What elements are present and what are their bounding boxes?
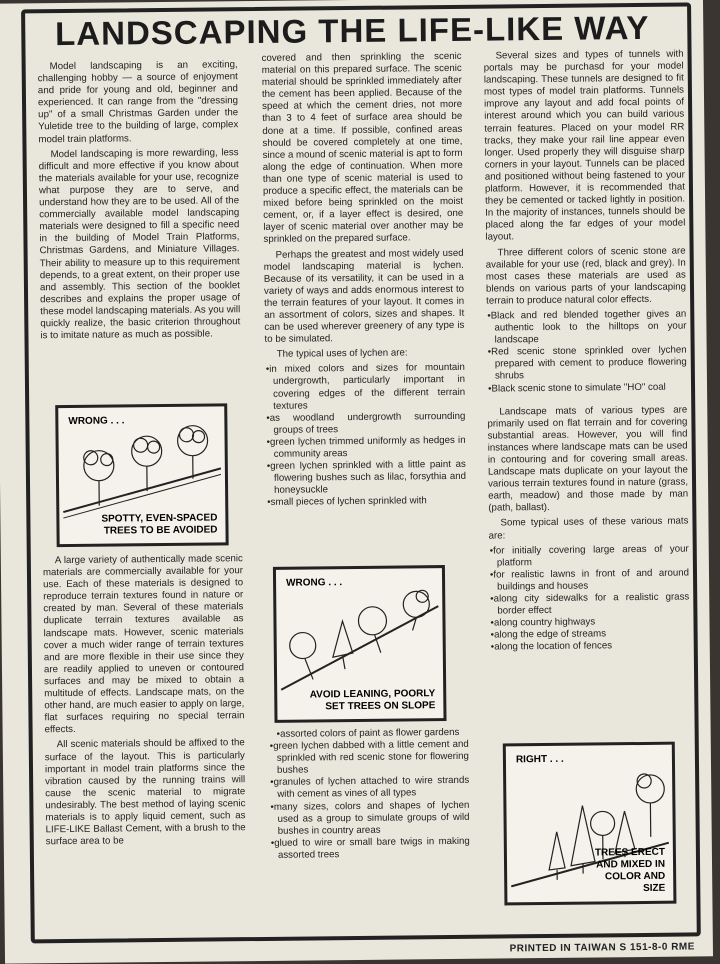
illustration-tag: RIGHT . . . — [516, 754, 564, 765]
list-item: • green lychen trimmed uniformly as hedges in community areas — [266, 435, 466, 461]
list-item: • along city sidewalks for a realistic grass border effect — [489, 592, 689, 618]
column-1 — [38, 59, 241, 345]
paragraph: Three different colors of scenic stone are available for your use (red, black and grey). In most cases these materials are used as blends on various parts of your landscaping terrain to produce natural color effects. — [486, 245, 687, 308]
print-footer: PRINTED IN TAIWAN S 151-8-0 RME — [510, 941, 695, 954]
paragraph: Several sizes and types of tunnels with portals may be purchasd for your model landscaping. These tunnels are designed to fit most types of model train platforms. Tunnels improve any layout and add focal points of interest around which you can build various terrain features. Placed on your model RR tracks, they make your rail line appear even longer. Used properly they will disguise sharp corners in your layout. Tunnels can be placed and positioned without being fastened to your platform. However, it is recommended that they be cemented or tacked lightly in position. In the majority of instances, tunnels should be placed along the far edges of your model layout. — [484, 49, 686, 245]
illustration-wrong-leaning — [273, 565, 447, 723]
paragraph: Model landscaping is more rewarding, less difficult and more effective if you know about the materials available for your use, recognize what purpose they are to serve, and understand how they are to be used. All of the commercially available model landscaping materials were designed to fill a specific need in the building of Model Train Platforms, Christmas Gardens, and Miniature Villages. Their ability to measure up to this requirement depends, to a great extent, on their proper use and assembly. This section of the booklet describes and explains the proper usage of these model landscaping materials. As you will quickly realize, the basic criterion throughout is to imitate nature as much as possible. — [39, 147, 241, 343]
mat-uses-list — [489, 543, 690, 654]
column-2 — [262, 51, 467, 513]
lychen-uses-list-continued — [269, 727, 470, 862]
list-item: • along the location of fences — [490, 640, 690, 654]
illustration-caption: TREES ERECT AND MIXED IN COLOR AND SIZE — [595, 847, 665, 896]
list-item: • green lychen sprinkled with a little paint as flowering bushes such as lilac, forsythia and honeysuckle — [266, 459, 466, 497]
scenic-stone-list — [486, 308, 687, 395]
list-item: • glued to wire or small bare twigs in making assorted trees — [270, 836, 470, 862]
list-item: • green lychen dabbed with a little cement and sprinkled with red scenic stone for flowering bushes — [269, 739, 469, 777]
page-title: LANDSCAPING THE LIFE-LIKE WAY — [25, 9, 679, 54]
list-item: • Black scenic stone to simulate "HO" coal — [487, 381, 687, 395]
illustration-right-mixed — [503, 742, 677, 906]
paragraph: Some typical uses of these various mats are: — [488, 516, 688, 542]
list-item: • Black and red blended together gives an authentic look to the hilltops on your landscape — [486, 308, 686, 346]
paragraph: All scenic materials should be affixed to the surface of the layout. This is particularly important in model train platforms since the vibration caused by the running trains will cause the scenic material to migrate undesirably. The best method of laying scenic materials is to apply liquid cement, such as LIFE-LIKE Ballast Cement, with a brush to the surface area to be — [45, 738, 246, 849]
list-item: • for initially covering large areas of your platform — [489, 543, 689, 569]
column-1-continued — [43, 553, 246, 851]
lychen-uses-list — [265, 362, 467, 509]
list-item: • small pieces of lychen sprinkled with — [266, 495, 466, 509]
illustration-tag: WRONG . . . — [68, 415, 124, 427]
paragraph: Perhaps the greatest and most widely used model landscaping material is lychen. Because of its versatility, it can be used in a variety of ways and adds enormous interest to the terrain features of your layout. It comes in an assortment of colors, sizes and shapes. It can be used wherever greenery of any type is to be simulated. — [264, 247, 465, 346]
column-2-continued — [269, 727, 470, 865]
column-3 — [484, 49, 690, 658]
paragraph: A large variety of authentically made scenic materials are commercially available for your use. Each of these materials is designed to reproduce terrain textures found in nature or created by man. Several of these materials duplicate terrain textures available as landscape mats. However, scenic materials cover a much wider range of terrain textures and are more flexible in their use since they are readily applied to uneven or contoured surfaces and may be mixed to obtain a multitude of effects. Landscape mats, on the other hand, are much easier to apply on large, flat surfaces requiring no special terrain effects. — [43, 553, 245, 736]
illustration-caption: SPOTTY, EVEN-SPACED TREES TO BE AVOIDED — [77, 512, 217, 537]
list-item: • along the edge of streams — [490, 628, 690, 642]
list-item: • in mixed colors and sizes for mountain undergrowth, particularly important in covering edges of the different terrain textures — [265, 362, 465, 412]
list-item: • along country highways — [489, 616, 689, 630]
list-item: • as woodland undergrowth surrounding groups of trees — [265, 411, 465, 437]
list-item: • for realistic lawns in front of and around buildings and houses — [489, 567, 689, 593]
list-item: • granules of lychen attached to wire strands with cement as vines of all types — [269, 775, 469, 801]
list-item: • many sizes, colors and shapes of lychen used as a group to simulate groups of wild bushes in country areas — [269, 799, 469, 837]
illustration-wrong-spotty — [55, 403, 228, 547]
paragraph: Landscape mats of various types are primarily used on flat terrain and for covering substantial areas. However, you will find instances where landscape mats can be used in contouring and for covering small areas. Landscape mats duplicate on your layout the various terrain textures found in nature (grass, earth, meadow) and those made by man (path, ballast). — [487, 404, 688, 515]
paragraph: Model landscaping is an exciting, challenging hobby — a source of enjoyment and pride for young and old, beginner and experienced. It can range from the "dressing up" of a small Christmas Garden under the Yuletide tree to the building of large, complex model train platforms. — [38, 59, 239, 146]
paragraph: covered and then sprinkling the scenic material on this prepared surface. The scenic material should be sprinkled immediately after the cement has been applied. Because of the speed at which the cement dries, not more than 3 to 4 feet of surface area should be done at a time. If possible, confined areas should be covered completely at one time, since a mound of scenic material is apt to form along the edge of continuation. When more than one type of scenic material is used to produce a specific effect, the materials can be mixed before being sprinkled on the moist cement, or, if a layer effect is desired, one layer of scenic material over another may be sprinkled on the prepared surface. — [262, 51, 464, 247]
illustration-tag: WRONG . . . — [286, 577, 342, 589]
list-item: • assorted colors of paint as flower gardens — [269, 727, 469, 741]
paragraph: The typical uses of lychen are: — [265, 347, 465, 361]
list-item: • Red scenic stone sprinkled over lychen prepared with cement to produce flowering shrubs — [487, 345, 687, 383]
illustration-caption: AVOID LEANING, POORLY SET TREES ON SLOPE — [295, 688, 435, 713]
